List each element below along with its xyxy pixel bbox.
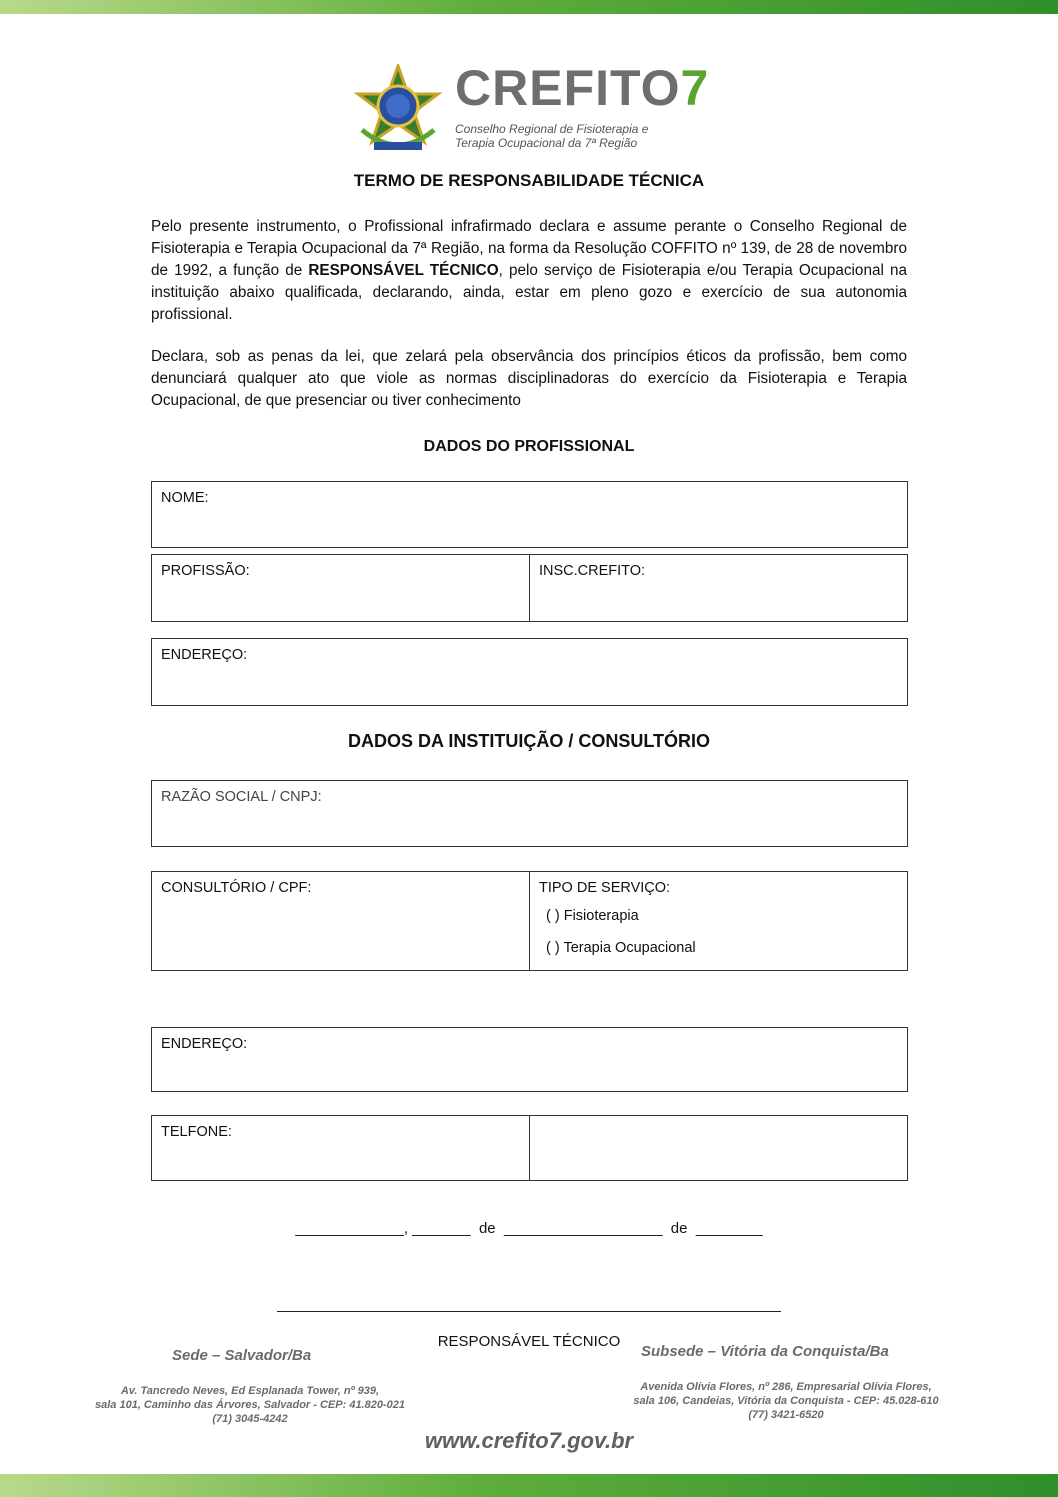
top-color-bar [0, 0, 1058, 14]
endereco-profissional-field[interactable] [151, 638, 908, 706]
subsede-address-line1: Avenida Olívia Flores, nº 286, Empresarial Olívia Flores, [640, 1381, 932, 1393]
national-coat-of-arms-icon [352, 64, 444, 158]
razao-social-field[interactable] [151, 780, 908, 847]
telefone-field[interactable] [152, 1116, 530, 1180]
subsede-title: Subsede – Vitória da Conquista/Ba [641, 1343, 889, 1360]
bottom-color-bar [0, 1474, 1058, 1497]
declaration-paragraph-2: Declara, sob as penas da lei, que zelará pela observância dos princípios éticos da profissão, bem como denunciará qualquer ato que viole as normas disciplinadoras do exercício da Fisioterapia e Terapia Ocupacional, de que presenciar ou tiver conhecimento [151, 348, 907, 409]
paragraph-1-text-a: Pelo presente instrumento, o Profissional infrafirmado declara e assume perante o Conselho Regional de Fisioterapia e Terapia Ocupacional da 7ª Região, na forma da Resolução COFFITO nº 139, de 28 de novembro de 1992, a função de [151, 218, 907, 279]
subsede-address-line2: sala 106, Candeias, Vitória da Conquista - CEP: 45.028-610 [633, 1395, 939, 1407]
professional-section-heading: DADOS DO PROFISSIONAL [423, 438, 635, 455]
telefone-label: TELFONE: [161, 1124, 232, 1140]
responsavel-tecnico-emphasis: RESPONSÁVEL TÉCNICO [308, 262, 499, 279]
paragraph-1-text-b: , pelo serviço de Fisioterapia e/ou Terapia Ocupacional na instituição abaixo qualificada, declarando, ainda, estar em pleno gozo e exercício de sua autonomia profissional. [151, 262, 907, 323]
consultorio-tipo-row [151, 871, 908, 971]
logo-number-text: 7 [680, 60, 710, 116]
profissao-insc-row [151, 554, 908, 622]
sede-address-line1: Av. Tancredo Neves, Ed Esplanada Tower, nº 939, [120, 1385, 380, 1397]
endereco-instituicao-field[interactable] [151, 1027, 908, 1092]
date-fill-line[interactable]: _____________, _______ de ___________________ de ________ [295, 1220, 763, 1237]
sede-address-line2: sala 101, Caminho das Árvores, Salvador - CEP: 41.820-021 [95, 1399, 405, 1411]
fisioterapia-checkbox-option[interactable]: ( ) Fisioterapia [546, 908, 639, 924]
endereco-profissional-label: ENDEREÇO: [161, 647, 248, 663]
sede-phone: (71) 3045-4242 [212, 1413, 288, 1425]
website-url[interactable]: www.crefito7.gov.br [424, 1428, 634, 1453]
nome-field[interactable] [151, 481, 908, 548]
endereco-instituicao-label: ENDEREÇO: [161, 1036, 248, 1052]
telefone-row [151, 1115, 908, 1181]
tipo-servico-label: TIPO DE SERVIÇO: [539, 880, 671, 896]
institution-section-heading: DADOS DA INSTITUIÇÃO / CONSULTÓRIO [348, 731, 710, 751]
profissao-field[interactable] [152, 555, 530, 621]
nome-label: NOME: [161, 490, 209, 506]
consultorio-cpf-label: CONSULTÓRIO / CPF: [161, 880, 312, 896]
declaration-paragraph-1 [151, 216, 907, 326]
crefito-logo [455, 60, 709, 150]
razao-social-label: RAZÃO SOCIAL / CNPJ: [161, 789, 322, 805]
telefone-extra-field[interactable] [530, 1116, 907, 1180]
logo-cre-text: CREFITO [455, 60, 681, 116]
subsede-address [596, 1380, 976, 1422]
insc-crefito-field[interactable] [530, 555, 907, 621]
logo-subtitle-line2: Terapia Ocupacional da 7ª Região [455, 136, 638, 150]
profissao-label: PROFISSÃO: [161, 563, 250, 579]
consultorio-cpf-field[interactable] [152, 872, 530, 970]
logo-subtitle-line1: Conselho Regional de Fisioterapia e [455, 122, 649, 136]
tipo-servico-field [530, 872, 907, 970]
document-title: TERMO DE RESPONSABILIDADE TÉCNICA [353, 171, 705, 190]
signature-line[interactable] [277, 1311, 781, 1312]
terapia-ocupacional-checkbox-option[interactable]: ( ) Terapia Ocupacional [546, 940, 696, 956]
sede-title: Sede – Salvador/Ba [172, 1347, 312, 1364]
insc-crefito-label: INSC.CREFITO: [539, 563, 646, 579]
signer-label: RESPONSÁVEL TÉCNICO [437, 1333, 621, 1350]
sede-address [60, 1384, 440, 1426]
subsede-phone: (77) 3421-6520 [748, 1409, 824, 1421]
